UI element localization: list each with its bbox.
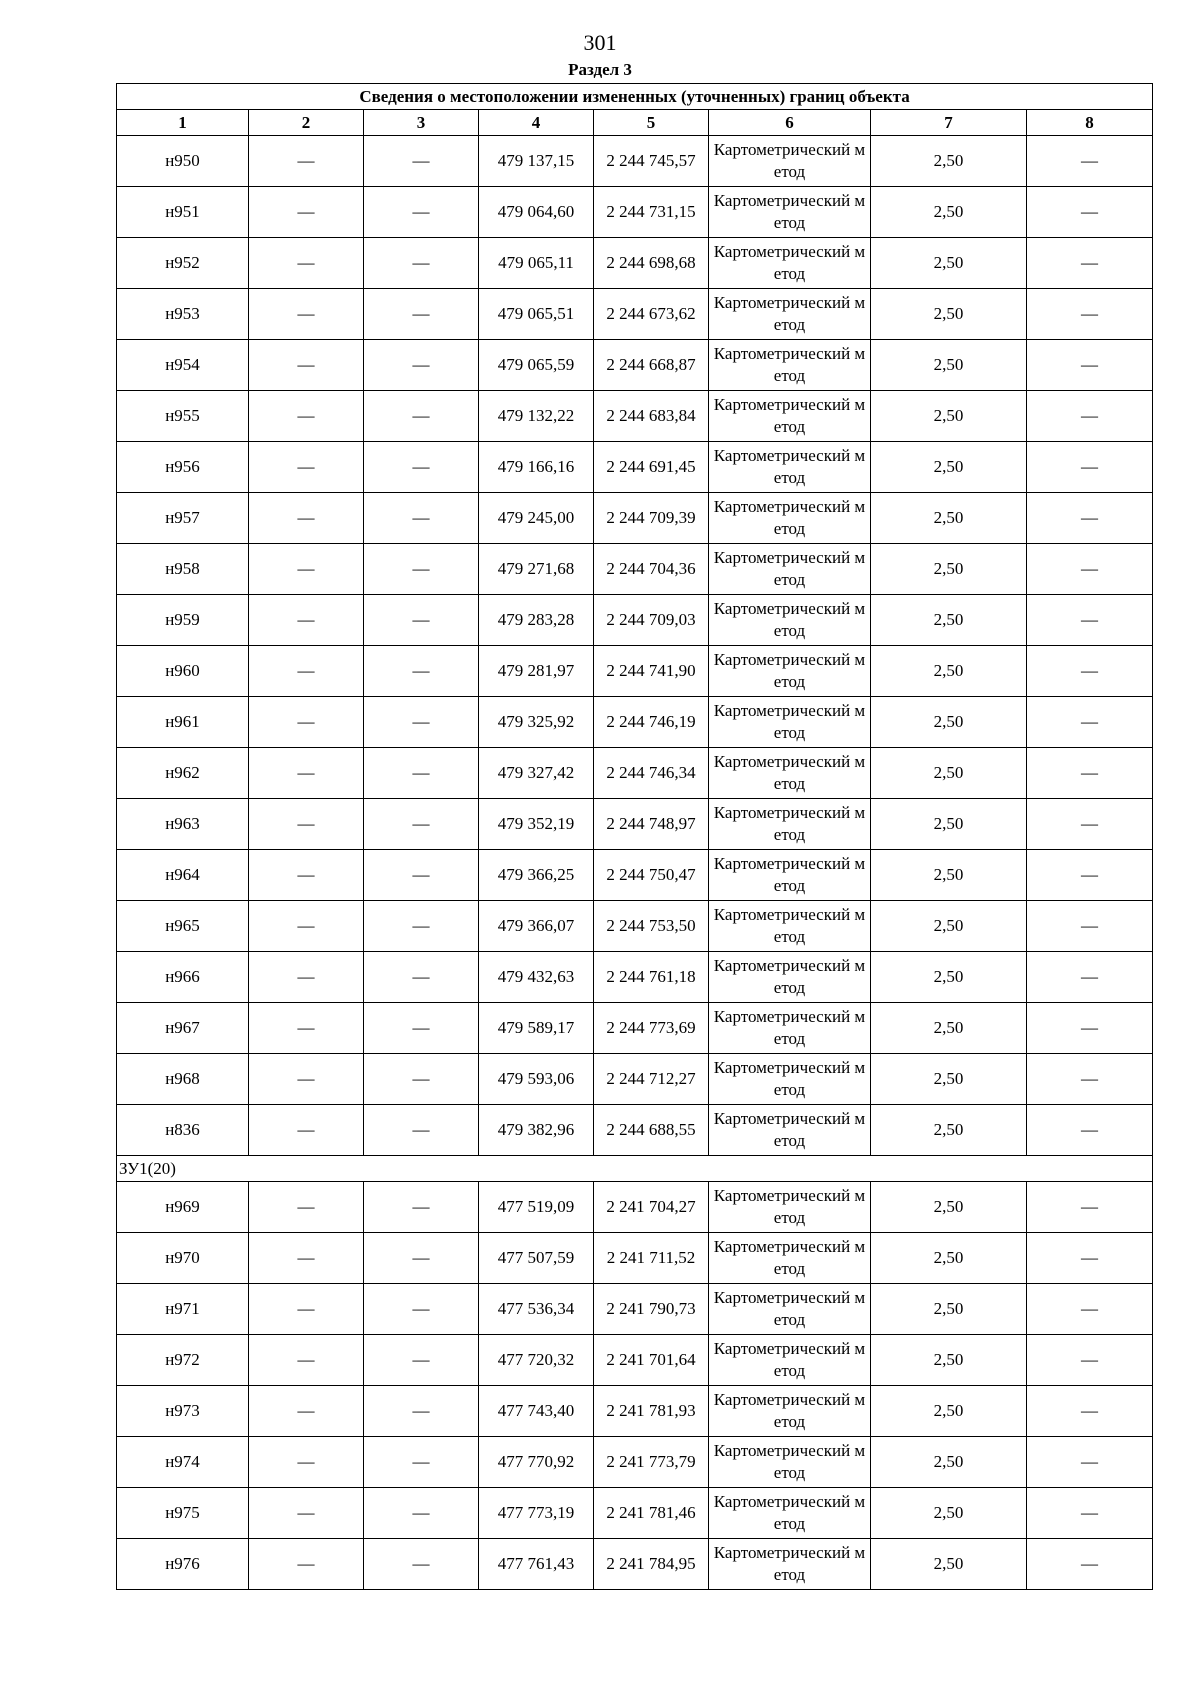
col2-cell: —: [249, 850, 364, 901]
method-text: Картометрический метод: [713, 1339, 866, 1380]
col3-cell: —: [364, 391, 479, 442]
col8-cell: —: [1027, 1233, 1153, 1284]
col2-cell: —: [249, 748, 364, 799]
method-cell: [709, 646, 871, 697]
x-coordinate-cell: 479 065,51: [479, 289, 594, 340]
x-coordinate-cell: 479 325,92: [479, 697, 594, 748]
method-text: Картометрический метод: [713, 1492, 866, 1533]
accuracy-cell: 2,50: [871, 238, 1027, 289]
table-row: [117, 136, 1153, 187]
method-cell: [709, 697, 871, 748]
col3-cell: —: [364, 1284, 479, 1335]
method-text: Картометрический метод: [713, 1237, 866, 1278]
col8-cell: —: [1027, 340, 1153, 391]
y-coordinate-cell: 2 244 709,39: [594, 493, 709, 544]
accuracy-cell: 2,50: [871, 952, 1027, 1003]
y-coordinate-cell: 2 244 750,47: [594, 850, 709, 901]
accuracy-cell: 2,50: [871, 1488, 1027, 1539]
y-coordinate-cell: 2 241 711,52: [594, 1233, 709, 1284]
point-id-cell: н951: [117, 187, 249, 238]
accuracy-cell: 2,50: [871, 646, 1027, 697]
col2-cell: —: [249, 493, 364, 544]
table-row: [117, 952, 1153, 1003]
method-cell: [709, 1539, 871, 1590]
col8-cell: —: [1027, 1386, 1153, 1437]
page-number: 301: [583, 30, 617, 55]
x-coordinate-cell: 479 281,97: [479, 646, 594, 697]
point-id-cell: н963: [117, 799, 249, 850]
col8-cell: —: [1027, 1437, 1153, 1488]
col3-cell: —: [364, 952, 479, 1003]
accuracy-cell: 2,50: [871, 391, 1027, 442]
point-id-cell: н959: [117, 595, 249, 646]
x-coordinate-cell: 479 132,22: [479, 391, 594, 442]
x-coordinate-cell: 477 536,34: [479, 1284, 594, 1335]
x-coordinate-cell: 479 432,63: [479, 952, 594, 1003]
table-row: [117, 799, 1153, 850]
col2-cell: —: [249, 1386, 364, 1437]
accuracy-cell: 2,50: [871, 187, 1027, 238]
col8-cell: —: [1027, 595, 1153, 646]
method-cell: [709, 952, 871, 1003]
table-row: [117, 1488, 1153, 1539]
col2-cell: —: [249, 1054, 364, 1105]
accuracy-cell: 2,50: [871, 799, 1027, 850]
col3-cell: —: [364, 289, 479, 340]
x-coordinate-cell: 479 065,59: [479, 340, 594, 391]
table-row: [117, 595, 1153, 646]
col3-cell: —: [364, 1335, 479, 1386]
table-row: [117, 187, 1153, 238]
point-id-cell: н955: [117, 391, 249, 442]
point-id-cell: н960: [117, 646, 249, 697]
col8-cell: —: [1027, 391, 1153, 442]
col2-cell: —: [249, 442, 364, 493]
col2-cell: —: [249, 187, 364, 238]
col2-cell: —: [249, 289, 364, 340]
table-row: [117, 1437, 1153, 1488]
col2-cell: —: [249, 391, 364, 442]
col3-cell: —: [364, 748, 479, 799]
group-label: ЗУ1(20): [117, 1156, 1153, 1182]
accuracy-cell: 2,50: [871, 340, 1027, 391]
col3-cell: —: [364, 646, 479, 697]
method-text: Картометрический метод: [713, 140, 866, 181]
column-header: 4: [479, 110, 594, 136]
col8-cell: —: [1027, 748, 1153, 799]
point-id-cell: н836: [117, 1105, 249, 1156]
method-text: Картометрический метод: [713, 191, 866, 232]
method-cell: [709, 289, 871, 340]
col8-cell: —: [1027, 136, 1153, 187]
table-row: [117, 340, 1153, 391]
col8-cell: —: [1027, 1182, 1153, 1233]
col3-cell: —: [364, 1386, 479, 1437]
table-row: [117, 901, 1153, 952]
table-row: [117, 1335, 1153, 1386]
table-row: [117, 697, 1153, 748]
y-coordinate-cell: 2 244 683,84: [594, 391, 709, 442]
col3-cell: —: [364, 1003, 479, 1054]
method-text: Картометрический метод: [713, 1390, 866, 1431]
x-coordinate-cell: 479 271,68: [479, 544, 594, 595]
method-text: Картометрический метод: [713, 752, 866, 793]
table-row: [117, 1105, 1153, 1156]
method-text: Картометрический метод: [713, 1186, 866, 1227]
table-row: [117, 289, 1153, 340]
method-text: Картометрический метод: [713, 1288, 866, 1329]
y-coordinate-cell: 2 244 746,19: [594, 697, 709, 748]
method-text: Картометрический метод: [713, 395, 866, 436]
method-cell: [709, 1182, 871, 1233]
x-coordinate-cell: 477 743,40: [479, 1386, 594, 1437]
col2-cell: —: [249, 1335, 364, 1386]
point-id-cell: н976: [117, 1539, 249, 1590]
col8-cell: —: [1027, 1105, 1153, 1156]
col3-cell: —: [364, 442, 479, 493]
accuracy-cell: 2,50: [871, 1182, 1027, 1233]
method-text: Картометрический метод: [713, 803, 866, 844]
table-row: [117, 1054, 1153, 1105]
point-id-cell: н969: [117, 1182, 249, 1233]
point-id-cell: н965: [117, 901, 249, 952]
method-text: Картометрический метод: [713, 497, 866, 538]
col2-cell: —: [249, 1003, 364, 1054]
col3-cell: —: [364, 1054, 479, 1105]
method-text: Картометрический метод: [713, 1058, 866, 1099]
method-text: Картометрический метод: [713, 293, 866, 334]
table-row: [117, 850, 1153, 901]
col3-cell: —: [364, 1437, 479, 1488]
col2-cell: —: [249, 544, 364, 595]
col8-cell: —: [1027, 646, 1153, 697]
section-title: Раздел 3: [568, 60, 632, 79]
accuracy-cell: 2,50: [871, 493, 1027, 544]
point-id-cell: н950: [117, 136, 249, 187]
column-header: 8: [1027, 110, 1153, 136]
col8-cell: —: [1027, 187, 1153, 238]
x-coordinate-cell: 479 366,07: [479, 901, 594, 952]
y-coordinate-cell: 2 244 731,15: [594, 187, 709, 238]
y-coordinate-cell: 2 241 701,64: [594, 1335, 709, 1386]
y-coordinate-cell: 2 244 691,45: [594, 442, 709, 493]
col8-cell: —: [1027, 901, 1153, 952]
y-coordinate-cell: 2 244 698,68: [594, 238, 709, 289]
column-header: 3: [364, 110, 479, 136]
col3-cell: —: [364, 238, 479, 289]
table-row: [117, 391, 1153, 442]
point-id-cell: н956: [117, 442, 249, 493]
x-coordinate-cell: 479 352,19: [479, 799, 594, 850]
point-id-cell: н964: [117, 850, 249, 901]
col3-cell: —: [364, 1182, 479, 1233]
y-coordinate-cell: 2 244 673,62: [594, 289, 709, 340]
col8-cell: —: [1027, 952, 1153, 1003]
point-id-cell: н970: [117, 1233, 249, 1284]
table-row: [117, 748, 1153, 799]
col3-cell: —: [364, 1539, 479, 1590]
y-coordinate-cell: 2 241 790,73: [594, 1284, 709, 1335]
x-coordinate-cell: 479 064,60: [479, 187, 594, 238]
y-coordinate-cell: 2 241 704,27: [594, 1182, 709, 1233]
table-row: [117, 1233, 1153, 1284]
accuracy-cell: 2,50: [871, 1105, 1027, 1156]
column-header: 6: [709, 110, 871, 136]
col3-cell: —: [364, 595, 479, 646]
table-header-row: [117, 110, 1153, 136]
table-row: [117, 646, 1153, 697]
point-id-cell: н966: [117, 952, 249, 1003]
point-id-cell: н968: [117, 1054, 249, 1105]
x-coordinate-cell: 479 245,00: [479, 493, 594, 544]
point-id-cell: н972: [117, 1335, 249, 1386]
method-text: Картометрический метод: [713, 446, 866, 487]
col2-cell: —: [249, 595, 364, 646]
y-coordinate-cell: 2 244 712,27: [594, 1054, 709, 1105]
point-id-cell: н958: [117, 544, 249, 595]
accuracy-cell: 2,50: [871, 1284, 1027, 1335]
col2-cell: —: [249, 952, 364, 1003]
method-cell: [709, 1003, 871, 1054]
x-coordinate-cell: 477 761,43: [479, 1539, 594, 1590]
point-id-cell: н962: [117, 748, 249, 799]
method-text: Картометрический метод: [713, 599, 866, 640]
col2-cell: —: [249, 136, 364, 187]
method-text: Картометрический метод: [713, 1543, 866, 1584]
method-cell: [709, 493, 871, 544]
col3-cell: —: [364, 1233, 479, 1284]
point-id-cell: н973: [117, 1386, 249, 1437]
x-coordinate-cell: 477 770,92: [479, 1437, 594, 1488]
accuracy-cell: 2,50: [871, 1233, 1027, 1284]
method-text: Картометрический метод: [713, 854, 866, 895]
method-text: Картометрический метод: [713, 548, 866, 589]
col8-cell: —: [1027, 238, 1153, 289]
y-coordinate-cell: 2 244 746,34: [594, 748, 709, 799]
y-coordinate-cell: 2 244 745,57: [594, 136, 709, 187]
column-header: 1: [117, 110, 249, 136]
x-coordinate-cell: 479 366,25: [479, 850, 594, 901]
y-coordinate-cell: 2 244 748,97: [594, 799, 709, 850]
accuracy-cell: 2,50: [871, 136, 1027, 187]
col3-cell: —: [364, 1488, 479, 1539]
method-cell: [709, 799, 871, 850]
point-id-cell: н975: [117, 1488, 249, 1539]
accuracy-cell: 2,50: [871, 748, 1027, 799]
col3-cell: —: [364, 136, 479, 187]
col8-cell: —: [1027, 1054, 1153, 1105]
col2-cell: —: [249, 646, 364, 697]
method-text: Картометрический метод: [713, 1441, 866, 1482]
y-coordinate-cell: 2 244 741,90: [594, 646, 709, 697]
x-coordinate-cell: 479 283,28: [479, 595, 594, 646]
col8-cell: —: [1027, 1488, 1153, 1539]
method-text: Картометрический метод: [713, 1109, 866, 1150]
accuracy-cell: 2,50: [871, 289, 1027, 340]
method-cell: [709, 544, 871, 595]
col3-cell: —: [364, 697, 479, 748]
accuracy-cell: 2,50: [871, 901, 1027, 952]
col2-cell: —: [249, 340, 364, 391]
x-coordinate-cell: 479 065,11: [479, 238, 594, 289]
method-text: Картометрический метод: [713, 1007, 866, 1048]
x-coordinate-cell: 477 720,32: [479, 1335, 594, 1386]
table-row: [117, 1386, 1153, 1437]
group-row: [117, 1156, 1153, 1182]
col3-cell: —: [364, 544, 479, 595]
x-coordinate-cell: 477 519,09: [479, 1182, 594, 1233]
col8-cell: —: [1027, 442, 1153, 493]
x-coordinate-cell: 479 166,16: [479, 442, 594, 493]
table-body: [117, 136, 1153, 1590]
y-coordinate-cell: 2 244 773,69: [594, 1003, 709, 1054]
y-coordinate-cell: 2 241 773,79: [594, 1437, 709, 1488]
col2-cell: —: [249, 1105, 364, 1156]
col3-cell: —: [364, 850, 479, 901]
table-row: [117, 1284, 1153, 1335]
method-cell: [709, 1233, 871, 1284]
table-row: [117, 1003, 1153, 1054]
point-id-cell: н957: [117, 493, 249, 544]
col2-cell: —: [249, 901, 364, 952]
col3-cell: —: [364, 1105, 479, 1156]
method-cell: [709, 187, 871, 238]
table-row: [117, 1539, 1153, 1590]
method-cell: [709, 1437, 871, 1488]
y-coordinate-cell: 2 244 753,50: [594, 901, 709, 952]
method-cell: [709, 595, 871, 646]
accuracy-cell: 2,50: [871, 1335, 1027, 1386]
accuracy-cell: 2,50: [871, 1003, 1027, 1054]
accuracy-cell: 2,50: [871, 544, 1027, 595]
x-coordinate-cell: 477 507,59: [479, 1233, 594, 1284]
point-id-cell: н954: [117, 340, 249, 391]
col8-cell: —: [1027, 1003, 1153, 1054]
method-cell: [709, 442, 871, 493]
point-id-cell: н953: [117, 289, 249, 340]
accuracy-cell: 2,50: [871, 1539, 1027, 1590]
x-coordinate-cell: 479 593,06: [479, 1054, 594, 1105]
column-header: 5: [594, 110, 709, 136]
y-coordinate-cell: 2 241 781,46: [594, 1488, 709, 1539]
method-cell: [709, 748, 871, 799]
table-row: [117, 442, 1153, 493]
col8-cell: —: [1027, 289, 1153, 340]
method-text: Картометрический метод: [713, 650, 866, 691]
x-coordinate-cell: 479 327,42: [479, 748, 594, 799]
col3-cell: —: [364, 799, 479, 850]
col8-cell: —: [1027, 1335, 1153, 1386]
method-cell: [709, 391, 871, 442]
point-id-cell: н952: [117, 238, 249, 289]
y-coordinate-cell: 2 244 668,87: [594, 340, 709, 391]
y-coordinate-cell: 2 241 781,93: [594, 1386, 709, 1437]
column-header: 7: [871, 110, 1027, 136]
method-text: Картометрический метод: [713, 905, 866, 946]
point-id-cell: н961: [117, 697, 249, 748]
method-cell: [709, 1105, 871, 1156]
table-caption: Сведения о местоположении измененных (уточненных) границ объекта: [117, 84, 1153, 110]
x-coordinate-cell: 479 589,17: [479, 1003, 594, 1054]
column-header: 2: [249, 110, 364, 136]
accuracy-cell: 2,50: [871, 850, 1027, 901]
accuracy-cell: 2,50: [871, 1386, 1027, 1437]
col2-cell: —: [249, 1488, 364, 1539]
table-row: [117, 493, 1153, 544]
col2-cell: —: [249, 238, 364, 289]
method-text: Картометрический метод: [713, 242, 866, 283]
accuracy-cell: 2,50: [871, 1054, 1027, 1105]
y-coordinate-cell: 2 244 704,36: [594, 544, 709, 595]
point-id-cell: н967: [117, 1003, 249, 1054]
col8-cell: —: [1027, 697, 1153, 748]
col8-cell: —: [1027, 799, 1153, 850]
method-cell: [709, 1054, 871, 1105]
method-cell: [709, 340, 871, 391]
col2-cell: —: [249, 1233, 364, 1284]
col2-cell: —: [249, 1437, 364, 1488]
method-cell: [709, 1386, 871, 1437]
y-coordinate-cell: 2 241 784,95: [594, 1539, 709, 1590]
table-row: [117, 238, 1153, 289]
method-cell: [709, 850, 871, 901]
col3-cell: —: [364, 340, 479, 391]
table-row: [117, 1182, 1153, 1233]
method-cell: [709, 136, 871, 187]
col3-cell: —: [364, 901, 479, 952]
method-cell: [709, 1335, 871, 1386]
method-cell: [709, 238, 871, 289]
table-row: [117, 544, 1153, 595]
col8-cell: —: [1027, 1539, 1153, 1590]
accuracy-cell: 2,50: [871, 697, 1027, 748]
col8-cell: —: [1027, 850, 1153, 901]
point-id-cell: н974: [117, 1437, 249, 1488]
y-coordinate-cell: 2 244 761,18: [594, 952, 709, 1003]
method-cell: [709, 1488, 871, 1539]
col8-cell: —: [1027, 544, 1153, 595]
method-cell: [709, 901, 871, 952]
method-text: Картометрический метод: [713, 701, 866, 742]
col2-cell: —: [249, 1182, 364, 1233]
accuracy-cell: 2,50: [871, 1437, 1027, 1488]
col3-cell: —: [364, 493, 479, 544]
point-id-cell: н971: [117, 1284, 249, 1335]
x-coordinate-cell: 479 382,96: [479, 1105, 594, 1156]
col8-cell: —: [1027, 493, 1153, 544]
y-coordinate-cell: 2 244 709,03: [594, 595, 709, 646]
col8-cell: —: [1027, 1284, 1153, 1335]
method-text: Картометрический метод: [713, 956, 866, 997]
accuracy-cell: 2,50: [871, 595, 1027, 646]
col2-cell: —: [249, 1284, 364, 1335]
coordinates-table: [116, 83, 1153, 1590]
accuracy-cell: 2,50: [871, 442, 1027, 493]
method-cell: [709, 1284, 871, 1335]
col2-cell: —: [249, 799, 364, 850]
col3-cell: —: [364, 187, 479, 238]
col2-cell: —: [249, 1539, 364, 1590]
col2-cell: —: [249, 697, 364, 748]
x-coordinate-cell: 477 773,19: [479, 1488, 594, 1539]
x-coordinate-cell: 479 137,15: [479, 136, 594, 187]
method-text: Картометрический метод: [713, 344, 866, 385]
y-coordinate-cell: 2 244 688,55: [594, 1105, 709, 1156]
